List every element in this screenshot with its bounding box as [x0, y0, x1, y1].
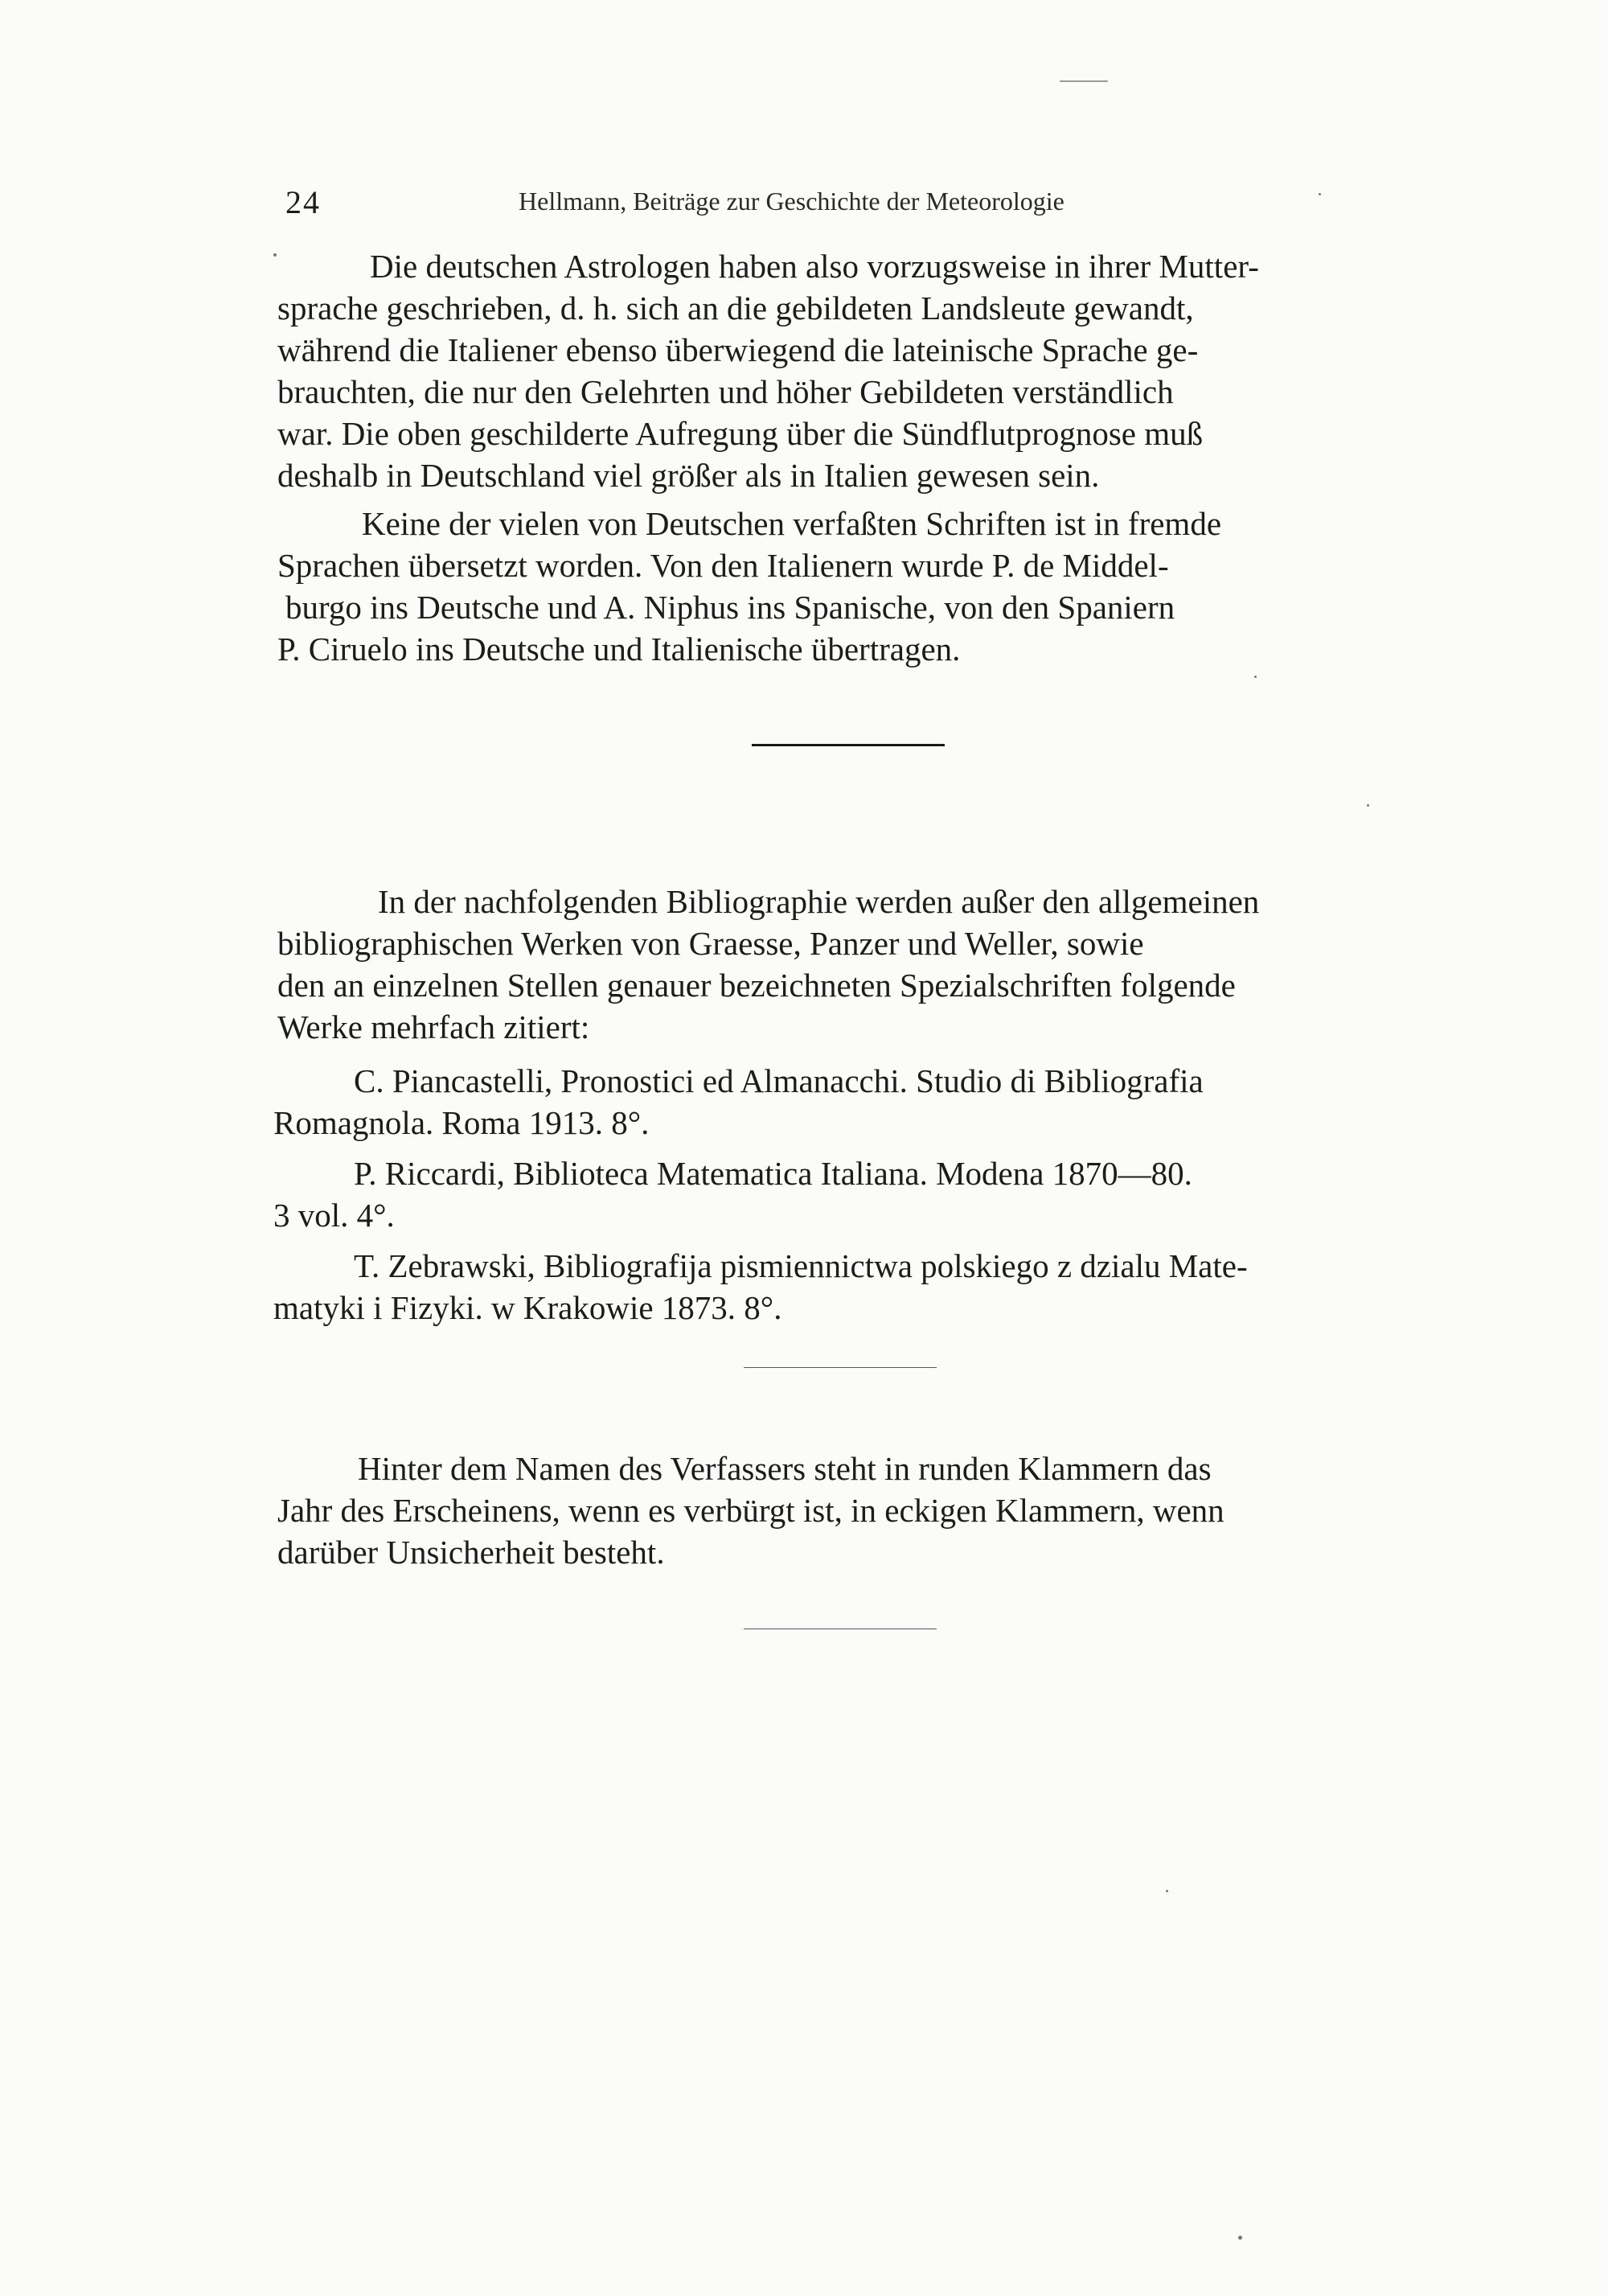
scan-speck	[273, 253, 277, 257]
running-head	[285, 183, 1182, 224]
bibliography-entry	[273, 1152, 1407, 1236]
text-line: In der nachfolgenden Bibliographie werden außer den allgemeinen	[378, 883, 1260, 920]
text-line: Die deutschen Astrologen haben also vorzugsweise in ihrer Mutter-	[370, 248, 1259, 285]
text-line: 3 vol. 4°.	[273, 1197, 395, 1234]
bibliography-entry	[273, 1060, 1407, 1144]
paragraph-astrologers	[277, 245, 1403, 496]
paragraph-brackets-note	[277, 1448, 1403, 1573]
scan-speck	[1060, 80, 1108, 82]
scan-speck	[1254, 676, 1257, 678]
text-line: Keine der vielen von Deutschen verfaßten Schriften ist in fremde	[362, 505, 1222, 542]
text-line: Sprachen übersetzt worden. Von den Italienern wurde P. de Middel-	[277, 547, 1169, 584]
text-line: P. Riccardi, Biblioteca Matematica Italiana. Modena 1870—80.	[354, 1155, 1192, 1192]
text-line: matyki i Fizyki. w Krakowie 1873. 8°.	[273, 1289, 782, 1326]
section-divider	[744, 1367, 937, 1368]
text-line: C. Piancastelli, Pronostici ed Almanacchi. Studio di Bibliografia	[354, 1062, 1204, 1099]
scan-speck	[1166, 1890, 1168, 1892]
text-line: während die Italiener ebenso überwiegend die lateinische Sprache ge-	[277, 331, 1199, 368]
section-divider	[752, 744, 945, 746]
text-line: brauchten, die nur den Gelehrten und höher Gebildeten verständlich	[277, 373, 1174, 410]
paragraph-bibliography-intro	[277, 881, 1403, 1048]
text-line: sprache geschrieben, d. h. sich an die gebildeten Landsleute gewandt,	[277, 290, 1194, 327]
text-line: Romagnola. Roma 1913. 8°.	[273, 1104, 650, 1141]
text-line: T. Zebrawski, Bibliografija pismiennictwa polskiego z dzialu Mate-	[354, 1247, 1248, 1284]
running-head-title: Hellmann, Beiträge zur Geschichte der Meteorologie	[519, 187, 1064, 216]
text-line: darüber Unsicherheit besteht.	[277, 1534, 665, 1571]
scan-speck	[1238, 2236, 1242, 2240]
page-number: 24	[285, 184, 321, 220]
paragraph-translations	[277, 503, 1403, 670]
scan-speck	[1319, 193, 1321, 195]
text-line: Werke mehrfach zitiert:	[277, 1008, 590, 1045]
text-line: bibliographischen Werken von Graesse, Panzer und Weller, sowie	[277, 925, 1144, 962]
text-line: deshalb in Deutschland viel größer als in Italien gewesen sein.	[277, 457, 1100, 494]
text-line: Jahr des Erscheinens, wenn es verbürgt ist, in eckigen Klammern, wenn	[277, 1492, 1224, 1529]
bibliography-entry	[273, 1245, 1407, 1329]
text-line: den an einzelnen Stellen genauer bezeichneten Spezialschriften folgende	[277, 967, 1236, 1004]
text-line: Hinter dem Namen des Verfassers steht in runden Klammern das	[358, 1450, 1212, 1487]
text-line: P. Ciruelo ins Deutsche und Italienische übertragen.	[277, 630, 961, 667]
text-line: war. Die oben geschilderte Aufregung über die Sündflutprognose muß	[277, 415, 1204, 452]
text-line: burgo ins Deutsche und A. Niphus ins Spanische, von den Spaniern	[285, 589, 1175, 626]
scan-speck	[1367, 804, 1369, 807]
